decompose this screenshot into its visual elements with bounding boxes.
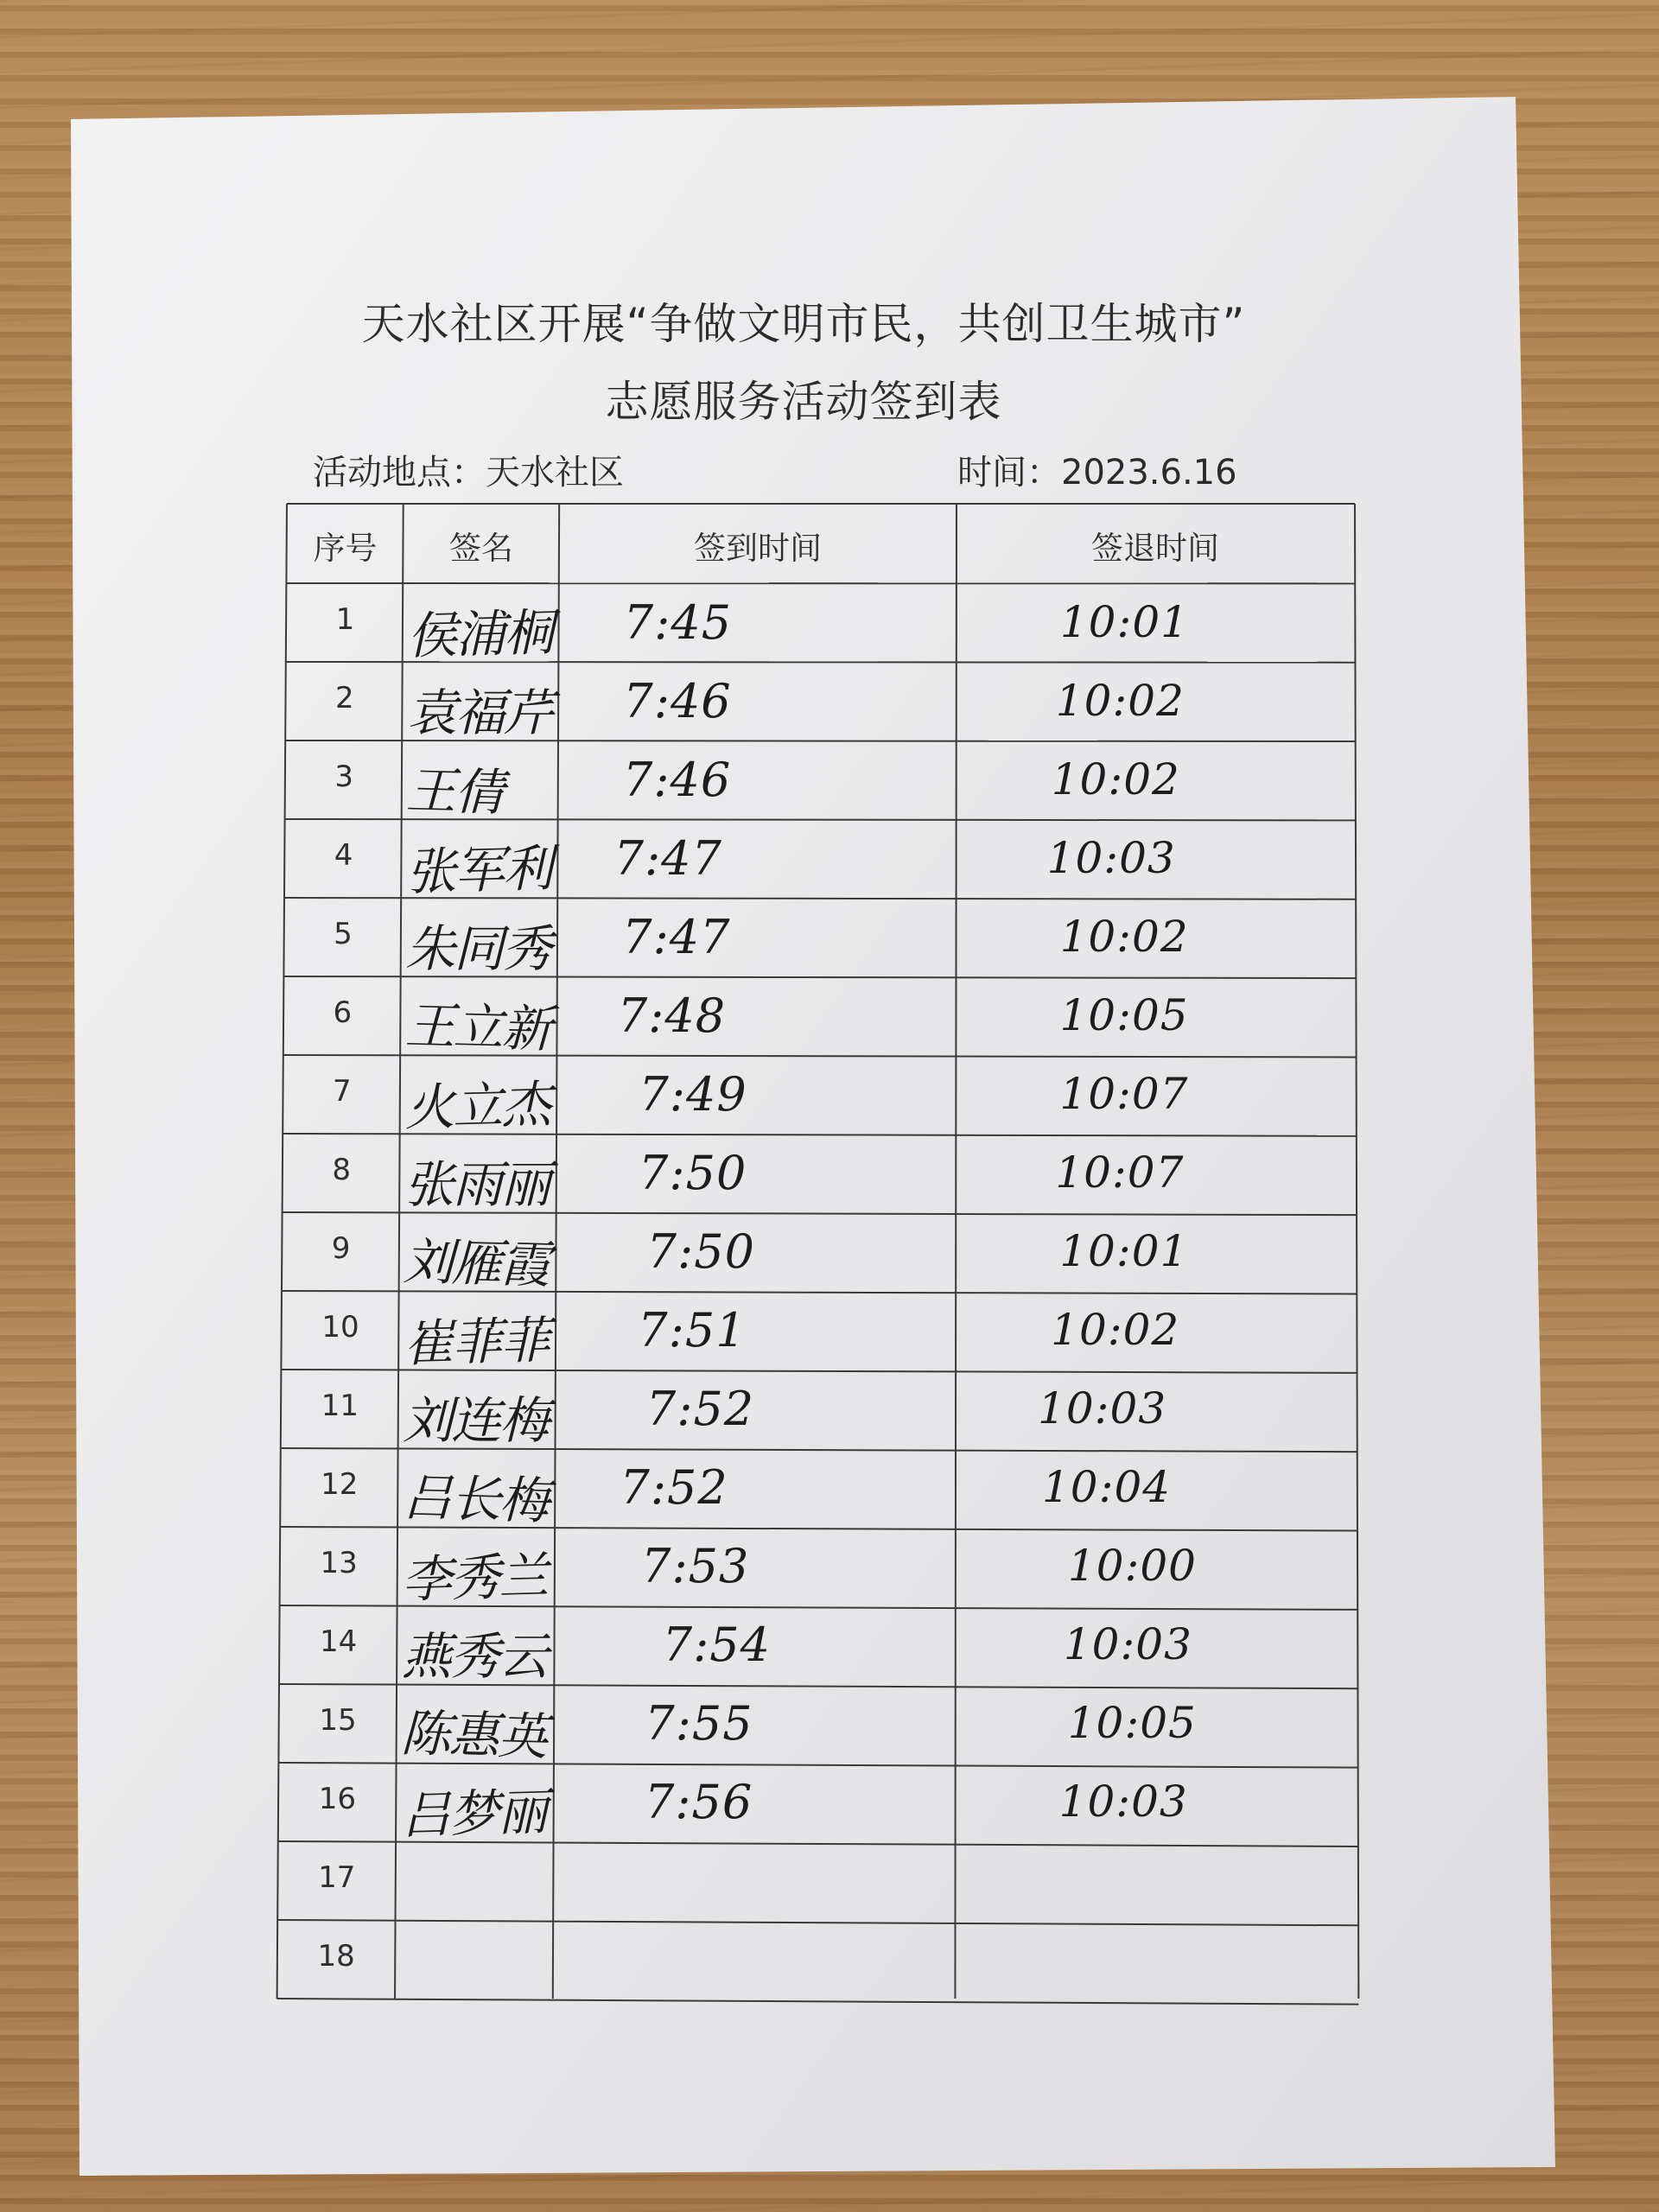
sign-out-time: 10:04 (1041, 1462, 1172, 1512)
row-number: 18 (317, 1939, 355, 1974)
sign-out-time: 10:01 (1059, 1226, 1189, 1276)
signature: 朱同秀 (405, 919, 551, 978)
sign-out-time: 10:03 (1038, 1383, 1167, 1433)
row-number: 9 (331, 1231, 351, 1266)
signature: 燕秀云 (401, 1627, 547, 1686)
page-title-line1: 天水社区开展“争做文明市民，共创卫生城市” (361, 299, 1246, 349)
sign-in-time: 7:51 (638, 1303, 747, 1357)
row-number: 11 (321, 1389, 359, 1423)
sign-out-time: 10:05 (1059, 990, 1189, 1040)
sign-out-time: 10:03 (1058, 1777, 1188, 1827)
column-header-no: 序号 (313, 530, 378, 567)
sign-in-time: 7:45 (623, 595, 733, 650)
signature: 王倩 (405, 760, 504, 823)
row-number: 17 (318, 1860, 356, 1895)
row-number: 6 (333, 995, 353, 1030)
signature: 火立杰 (404, 1074, 551, 1138)
sign-out-time: 10:05 (1067, 1698, 1197, 1748)
signature: 吕梦丽 (399, 1782, 547, 1846)
signature: 崔菲菲 (402, 1310, 550, 1374)
row-number: 7 (332, 1074, 352, 1109)
row-number: 8 (332, 1153, 351, 1187)
activity-date: 时间：2023.6.16 (957, 453, 1237, 493)
sign-in-time: 7:55 (645, 1696, 753, 1751)
signature: 张军利 (404, 838, 552, 902)
sign-in-time: 7:56 (644, 1775, 753, 1829)
signature: 张雨丽 (404, 1155, 550, 1214)
sign-out-time: 10:03 (1046, 833, 1176, 883)
sign-in-time: 7:50 (646, 1224, 755, 1279)
signature: 侯浦桐 (406, 602, 554, 666)
sign-in-time: 7:46 (623, 674, 732, 728)
sign-out-time: 10:00 (1067, 1541, 1197, 1591)
column-header-sign-in-time: 签到时间 (694, 530, 822, 567)
row-number: 4 (334, 838, 353, 873)
activity-location: 活动地点：天水社区 (313, 453, 624, 493)
row-number: 5 (334, 917, 353, 951)
row-number: 12 (321, 1467, 359, 1502)
signature: 刘连梅 (403, 1391, 549, 1450)
sign-out-time: 10:07 (1055, 1147, 1185, 1198)
sign-in-time: 7:52 (645, 1382, 755, 1436)
sign-in-time: 7:52 (620, 1460, 728, 1515)
sign-in-time: 7:53 (641, 1539, 750, 1593)
row-number: 1 (335, 602, 355, 637)
sign-out-time: 10:02 (1051, 754, 1180, 804)
page-title-line2: 志愿服务活动签到表 (605, 377, 1002, 427)
column-header-signature: 签名 (449, 530, 513, 567)
signature: 刘雁霞 (403, 1231, 550, 1295)
sign-out-time: 10:02 (1055, 676, 1185, 726)
sign-in-time: 7:54 (662, 1618, 771, 1672)
sign-out-time: 10:07 (1059, 1069, 1189, 1119)
signature: 王立新 (404, 995, 551, 1059)
row-number: 10 (321, 1310, 359, 1344)
row-number: 15 (319, 1703, 357, 1738)
row-number: 16 (318, 1782, 356, 1816)
row-number: 13 (320, 1546, 358, 1580)
signature: 陈惠英 (400, 1703, 547, 1767)
sign-out-time: 10:02 (1059, 912, 1189, 962)
row-number: 14 (319, 1624, 358, 1659)
signature: 李秀兰 (401, 1546, 549, 1610)
sign-in-time: 7:48 (617, 988, 727, 1043)
signature: 吕长梅 (401, 1467, 549, 1531)
sign-in-time: 7:46 (623, 753, 732, 807)
column-header-sign-out-time: 签退时间 (1091, 530, 1219, 567)
sign-in-time: 7:50 (639, 1146, 747, 1200)
sign-in-time: 7:47 (622, 910, 731, 964)
row-number: 3 (334, 760, 353, 794)
sign-out-time: 10:01 (1059, 597, 1189, 647)
sign-out-time: 10:02 (1051, 1305, 1180, 1355)
row-number: 2 (334, 681, 354, 715)
sign-out-time: 10:03 (1063, 1619, 1192, 1669)
sign-in-time: 7:47 (613, 831, 722, 886)
signature: 袁福芹 (406, 683, 552, 742)
sign-in-time: 7:49 (639, 1067, 747, 1122)
